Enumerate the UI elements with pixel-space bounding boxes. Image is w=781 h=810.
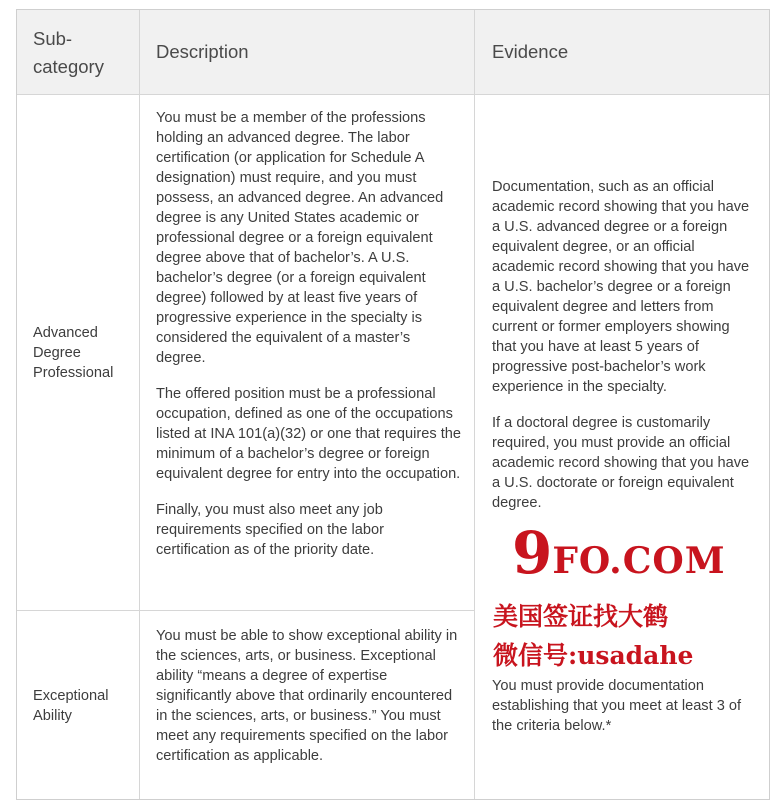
watermark-logo-text: FO.COM bbox=[552, 540, 726, 582]
description-paragraph: Finally, you must also meet any job requirements specified on the labor certification as of the priority date. bbox=[156, 502, 384, 558]
row-divider bbox=[17, 94, 769, 95]
row-advanced-degree-subcategory: Advanced Degree Professional bbox=[33, 325, 114, 381]
evidence-paragraph: Documentation, such as an official academic record showing that you have a U.S. advanced degree or a foreign equivalent degree, or an official academic record showing that you have a U.S. bachelor’s degree or a foreign equivalent degree and letters from current or former employers showing that you have at least 5 years of progressive post-bachelor’s work experience in the specialty. bbox=[492, 179, 750, 395]
eb2-subcategory-table bbox=[16, 9, 770, 800]
description-paragraph: The offered position must be a professional occupation, defined as one of the occupations listed at INA 101(a)(32) or one that requires the minimum of a bachelor’s degree or foreign equivalent degree for entry into the occupation. bbox=[156, 386, 462, 482]
evidence-paragraph: If a doctoral degree is customarily required, you must provide an official academic record showing that you have a U.S. doctorate or foreign equivalent degree. bbox=[492, 415, 750, 511]
row-divider bbox=[17, 610, 474, 611]
description-paragraph: You must be a member of the professions holding an advanced degree. The labor certification (or application for Schedule A designation) must require, and you must possess, an advanced degree. An advanced degree is any United States academic or professional degree or a foreign equivalent degree above that of bachelor’s. A U.S. bachelor’s degree (or a foreign equivalent degree) followed by at least five years of progressive experience in the specialty is considered the equivalent of a master’s degree. bbox=[156, 110, 444, 366]
column-divider bbox=[474, 10, 475, 799]
header-subcategory: Sub- category bbox=[33, 28, 104, 77]
header-evidence: Evidence bbox=[492, 41, 569, 62]
row-exceptional-ability-evidence bbox=[492, 676, 762, 736]
description-paragraph: You must be able to show exceptional ability in the sciences, arts, or business. Exceptional ability “means a degree of expertise significantly above that ordinarily encountered in the sciences, arts, or business.” You must meet any requirements specified on the labor certification as applicable. bbox=[156, 628, 458, 764]
column-divider bbox=[139, 10, 140, 799]
watermark-line-2: 微信号:usadahe bbox=[493, 641, 694, 670]
row-advanced-degree-evidence bbox=[492, 177, 757, 513]
evidence-paragraph: You must provide documentation establishing that you meet at least 3 of the criteria below.* bbox=[492, 678, 742, 734]
row-exceptional-ability-subcategory: Exceptional Ability bbox=[33, 688, 109, 724]
watermark-logo bbox=[512, 519, 726, 592]
header-description: Description bbox=[156, 41, 249, 62]
watermark-line-1: 美国签证找大鹤 bbox=[493, 602, 669, 631]
watermark-logo-nine: 9 bbox=[512, 519, 553, 587]
row-advanced-degree-description bbox=[156, 108, 461, 560]
watermark bbox=[493, 519, 753, 674]
row-exceptional-ability-description bbox=[156, 626, 464, 766]
